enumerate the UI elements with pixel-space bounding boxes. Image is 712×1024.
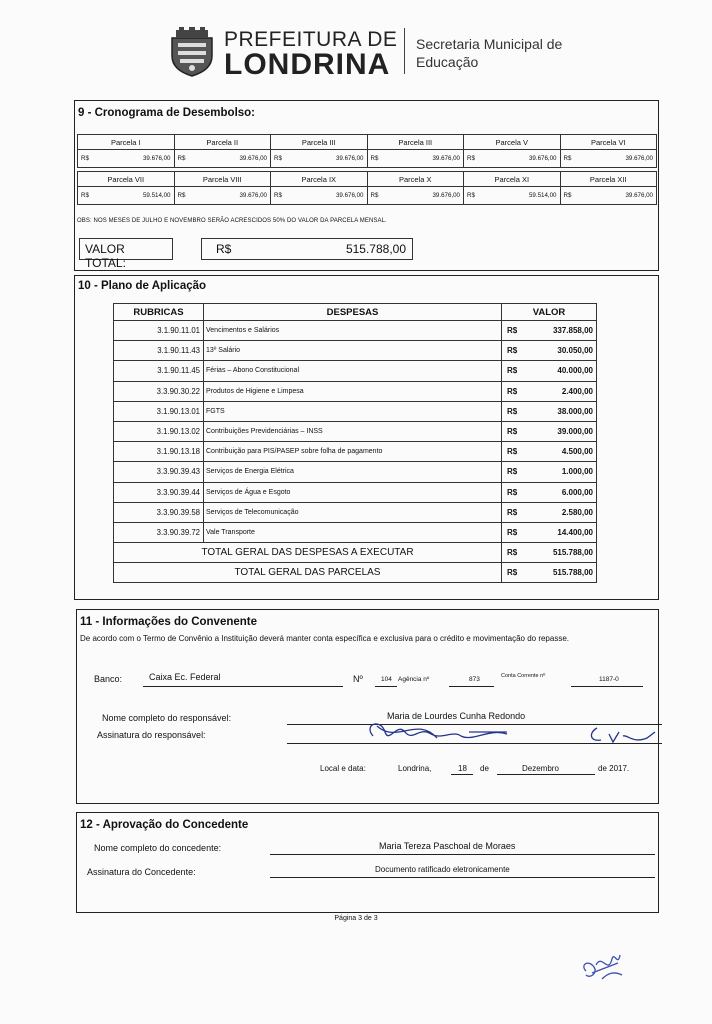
section-title: 12 - Aprovação do Concedente <box>80 819 249 831</box>
currency: R$ <box>502 522 532 542</box>
despesa-desc: 13º Salário <box>204 341 502 361</box>
parcela-label: Parcela II <box>174 135 271 150</box>
currency: R$ <box>502 321 532 341</box>
responsavel-label: Nome completo do responsável: <box>102 713 232 723</box>
parcela-label: Parcela X <box>367 172 464 187</box>
parcela-label: Parcela XII <box>560 172 657 187</box>
mes-line <box>497 774 595 775</box>
despesa-desc: FGTS <box>204 401 502 421</box>
city-crest-icon <box>166 26 218 78</box>
parcela-value: 39.676,00 <box>574 187 656 205</box>
header-divider <box>404 28 405 74</box>
rubrica-code: 3.3.90.39.44 <box>114 482 204 502</box>
plano-row <box>114 522 597 542</box>
plano-rows <box>114 321 597 543</box>
concedente-nome-value: Maria Tereza Paschoal de Moraes <box>379 841 516 851</box>
currency: R$ <box>502 401 532 421</box>
parcela-value: 39.676,00 <box>574 150 656 168</box>
currency: R$ <box>502 361 532 381</box>
despesa-value: 337.858,00 <box>532 321 597 341</box>
section-convenente <box>76 609 659 804</box>
col-header-valor: VALOR <box>502 304 597 321</box>
convenente-text: De acordo com o Termo de Convênio a Instituição deverá manter conta específica e exclusiva para o crédito e movimentação do repasse. <box>80 634 570 643</box>
despesa-desc: Serviços de Energia Elétrica <box>204 462 502 482</box>
despesa-desc: Vencimentos e Salários <box>204 321 502 341</box>
valor-total-label: VALOR TOTAL: <box>79 238 173 260</box>
plano-row <box>114 462 597 482</box>
parcela-label: Parcela IX <box>271 172 368 187</box>
parcela-value: 39.676,00 <box>188 150 270 168</box>
currency: R$ <box>502 442 532 462</box>
despesa-value: 4.500,00 <box>532 442 597 462</box>
rubrica-code: 3.1.90.13.01 <box>114 401 204 421</box>
rubrica-code: 3.1.90.13.18 <box>114 442 204 462</box>
despesa-desc: Férias – Abono Constitucional <box>204 361 502 381</box>
despesa-desc: Serviços de Telecomunicação <box>204 502 502 522</box>
col-header-despesas: DESPESAS <box>204 304 502 321</box>
plano-row <box>114 341 597 361</box>
rubrica-code: 3.1.90.11.43 <box>114 341 204 361</box>
parcela-value: 39.676,00 <box>381 150 463 168</box>
parcela-label: Parcela VIII <box>174 172 271 187</box>
n-value: 104 <box>381 676 392 683</box>
parcela-label: Parcela III <box>367 135 464 150</box>
parcela-value: 39.676,00 <box>285 150 367 168</box>
currency: R$ <box>271 187 285 205</box>
parcela-label: Parcela VII <box>78 172 175 187</box>
rubrica-code: 3.1.90.11.45 <box>114 361 204 381</box>
plano-row <box>114 361 597 381</box>
currency: R$ <box>502 543 532 563</box>
currency: R$ <box>560 150 574 168</box>
currency: R$ <box>174 187 188 205</box>
parcela-value: 59.514,00 <box>478 187 560 205</box>
currency: R$ <box>271 150 285 168</box>
despesa-value: 1.000,00 <box>532 462 597 482</box>
parcela-value: 59.514,00 <box>92 187 174 205</box>
parcela-value: 39.676,00 <box>478 150 560 168</box>
currency: R$ <box>367 150 381 168</box>
agencia-value: 873 <box>469 676 480 683</box>
n-line <box>375 686 397 687</box>
currency: R$ <box>78 187 92 205</box>
dia-value: 18 <box>458 764 467 773</box>
plano-row <box>114 321 597 341</box>
banco-value: Caixa Ec. Federal <box>149 672 221 682</box>
valor-total-box <box>201 238 413 260</box>
parcela-label: Parcela I <box>78 135 175 150</box>
dia-line <box>451 774 473 775</box>
rubrica-code: 3.3.90.39.43 <box>114 462 204 482</box>
plano-row <box>114 421 597 441</box>
plano-row <box>114 502 597 522</box>
valor-total-currency: R$ <box>216 242 232 256</box>
page-number: Página 3 de 3 <box>334 915 378 922</box>
currency: R$ <box>502 421 532 441</box>
conta-value: 1187-0 <box>599 676 619 683</box>
plano-row <box>114 442 597 462</box>
despesa-value: 38.000,00 <box>532 401 597 421</box>
total-despesas-value: 515.788,00 <box>532 543 597 563</box>
section-plano-aplicacao <box>74 275 659 600</box>
concedente-assinatura-line <box>270 877 655 878</box>
parcela-value: 39.676,00 <box>188 187 270 205</box>
section-title: 9 - Cronograma de Desembolso: <box>78 107 256 119</box>
currency: R$ <box>367 187 381 205</box>
currency: R$ <box>78 150 92 168</box>
n-label: Nº <box>353 674 363 684</box>
secretaria-line-2: Educação <box>416 54 479 70</box>
despesa-desc: Produtos de Higiene e Limpesa <box>204 381 502 401</box>
currency: R$ <box>560 187 574 205</box>
secretaria-line-1: Secretaria Municipal de <box>416 36 563 52</box>
plano-row <box>114 482 597 502</box>
currency: R$ <box>502 563 532 583</box>
parcela-value: 39.676,00 <box>285 187 367 205</box>
conta-label: Conta Corrente nº <box>501 673 546 679</box>
local-label: Local e data: <box>320 764 366 773</box>
despesa-value: 6.000,00 <box>532 482 597 502</box>
ano-value: de 2017. <box>598 764 630 773</box>
concedente-assinatura-label: Assinatura do Concedente: <box>87 867 196 877</box>
despesa-value: 2.580,00 <box>532 502 597 522</box>
plano-row <box>114 381 597 401</box>
cidade-value: Londrina, <box>398 764 432 773</box>
section-title: 11 - Informações do Convenente <box>80 616 258 628</box>
despesa-value: 39.000,00 <box>532 421 597 441</box>
rubrica-code: 3.3.90.30.22 <box>114 381 204 401</box>
rubrica-code: 3.3.90.39.58 <box>114 502 204 522</box>
concedente-nome-label: Nome completo do concedente: <box>94 843 222 853</box>
currency: R$ <box>502 482 532 502</box>
parcelas-table-2 <box>77 171 657 205</box>
rubrica-code: 3.3.90.39.72 <box>114 522 204 542</box>
initials-signature <box>578 945 628 985</box>
parcela-label: Parcela III <box>271 135 368 150</box>
total-parcelas-value: 515.788,00 <box>532 563 597 583</box>
obs-note: OBS: NOS MESES DE JULHO E NOVEMBRO SERÃO ACRESCIDOS 50% DO VALOR DA PARCELA MENSAL. <box>77 218 387 224</box>
currency: R$ <box>502 341 532 361</box>
brand-line-1: PREFEITURA DE <box>224 28 398 51</box>
currency: R$ <box>502 502 532 522</box>
despesa-desc: Contribuições Previdenciárias – INSS <box>204 421 502 441</box>
rubrica-code: 3.1.90.13.02 <box>114 421 204 441</box>
rubrica-code: 3.1.90.11.01 <box>114 321 204 341</box>
responsavel-value: Maria de Lourdes Cunha Redondo <box>387 711 526 721</box>
assinatura-responsavel-label: Assinatura do responsável: <box>97 730 206 740</box>
currency: R$ <box>502 381 532 401</box>
total-despesas-label: TOTAL GERAL DAS DESPESAS A EXECUTAR <box>114 543 502 563</box>
despesa-value: 40.000,00 <box>532 361 597 381</box>
parcela-label: Parcela XI <box>464 172 561 187</box>
despesa-desc: Vale Transporte <box>204 522 502 542</box>
currency: R$ <box>464 187 478 205</box>
parcela-label: Parcela VI <box>560 135 657 150</box>
plano-table <box>113 303 597 583</box>
parcela-value: 39.676,00 <box>92 150 174 168</box>
section-cronograma <box>74 100 659 271</box>
despesa-value: 30.050,00 <box>532 341 597 361</box>
letterhead <box>166 22 596 82</box>
valor-total-value: 515.788,00 <box>345 242 406 256</box>
despesa-desc: Contribuição para PIS/PASEP sobre folha de pagamento <box>204 442 502 462</box>
de-label: de <box>480 764 489 773</box>
plano-row <box>114 401 597 421</box>
parcela-label: Parcela V <box>464 135 561 150</box>
brand-line-2: LONDRINA <box>224 48 391 81</box>
total-parcelas-label: TOTAL GERAL DAS PARCELAS <box>114 563 502 583</box>
concedente-nome-line <box>270 854 655 855</box>
mes-value: Dezembro <box>522 764 559 773</box>
despesa-value: 14.400,00 <box>532 522 597 542</box>
banco-line <box>143 686 343 687</box>
agencia-label: Agência nº <box>398 676 430 683</box>
currency: R$ <box>464 150 478 168</box>
concedente-assinatura-value: Documento ratificado eletronicamente <box>375 865 510 874</box>
despesa-value: 2.400,00 <box>532 381 597 401</box>
currency: R$ <box>502 462 532 482</box>
despesa-desc: Serviços de Água e Esgoto <box>204 482 502 502</box>
signature-scribble <box>357 714 657 750</box>
parcelas-table-1 <box>77 134 657 168</box>
banco-label: Banco: <box>94 674 123 684</box>
col-header-rubricas: RUBRICAS <box>114 304 204 321</box>
parcela-value: 39.676,00 <box>381 187 463 205</box>
section-title: 10 - Plano de Aplicação <box>78 280 207 292</box>
section-aprovacao-concedente <box>76 812 659 913</box>
currency: R$ <box>174 150 188 168</box>
conta-line <box>571 686 643 687</box>
agencia-line <box>449 686 494 687</box>
